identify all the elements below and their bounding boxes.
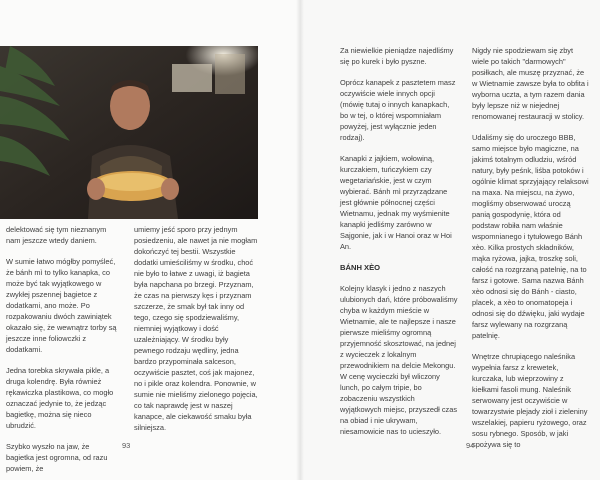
paragraph: umiemy jeść sporo przy jednym posiedzeniu, ale nawet ja nie mogłam dokończyć tej bestii. Wszystkie dodatki umieściliśmy w środku, choć nie było to łatwe z uwagi, iż bagieta była napchana po brzegi. Przyznam, że czas na pierwszy kęs i przyznam szczerze, że smak był tak inny od tego, czego się spodziewaliśmy, niemniej wyjątkowy i dość uzależniający. W środku były pewnego rodzaju wędliny, jedna bardzo przypominała salceson, oczywiście pasztet, coś jak majonez, no i pikle oraz kolendra. Ponownie, w sumie nie mieliśmy zielonego pojęcia, co tak naprawdę jest w naszej kanapce, ale ciekawość smaku była silniejsza. — [134, 225, 258, 432]
paragraph: Za niewielkie pieniądze najedliśmy się po kurek i było pyszne. — [340, 46, 454, 66]
paragraph: Szybko wyszło na jaw, że bagietka jest ogromna, od razu powiem, że — [6, 442, 108, 473]
left-page-column-1 — [6, 224, 118, 480]
paragraph: Udaliśmy się do uroczego BBB, samo miejsce było magiczne, na jakimś totalnym odludziu, wśród natury, były peśnk, liśba potoków i ogólnie klimat sprzyjający relaksowi na maxa. Na miejscu, na żywo, mogliśmy obserwować uroczą panią gospodynię, która od podstaw robiła nam właśnie wspomnianego i tytułowego Bánh xèo. Kilka prostych składników, mąka ryżowa, jajka, troszkę soli, całość na rozgrzaną patelnię, na to farsz i gotowe. Sama nazwa Bánh xèo odnosi się do Bánh - ciasto, placek, a xèo to onomatopeja i odnosi się do dźwięku, jaki wydaje farsz wylewany na rozgrzaną patelnię. — [472, 133, 589, 340]
paragraph: Kanapki z jajkiem, wołowiną, kurczakiem, tuńczykiem czy wegetariańskie, jest w czym wybierać. Bánh mì przyrządzane jest głównie północnej części Wietnamu, jednak my wyśmienite kanapki jedliśmy zarówno w Sajgonie, jak i w Hanoi oraz w Hoi An. — [340, 154, 452, 251]
right-page-column-1 — [340, 45, 458, 447]
section-heading: BÁNH XÈO — [340, 263, 381, 272]
page-number: 94 — [466, 441, 475, 450]
book-gutter-shadow — [296, 0, 304, 480]
paragraph: delektować się tym nieznanym nam jeszcze wtedy daniem. — [6, 225, 107, 245]
left-page-column-2 — [134, 224, 258, 443]
right-page-column-2 — [472, 45, 590, 460]
paragraph: W sumie łatwo mógłby pomyśleć, że bánh mì to tylko kanapka, co może być tak wyjątkowego w zwykłej pszennej bagietce z dodatkami, ano może. Po rozpakowaniu dwóch zawiniątek okazało się, że wewnątrz torby są jeszcze inne foliowczki z dodatkami. — [6, 257, 117, 354]
street-food-photo — [0, 46, 258, 219]
paragraph: Jedna torebka skrywała pikle, a druga kolendrę. Była również rękawiczka plastikowa, co mogło oznaczać jedynie to, że jedząc bagietkę, można się nieco ubrudzić. — [6, 366, 114, 430]
paragraph: Wnętrze chrupiącego naleśnika wypełnia farsz z krewetek, kurczaka, lub wieprzowiny z kiełkami fasoli mung. Naleśnik serwowany jest oczywiście w towarzystwie plejady zioł i zieleniny wszelakiej, papieru ryżowego, oraz sosu rybnego. Sposób, w jaki spożywa się to — [472, 352, 588, 449]
paragraph: Kolejny klasyk i jedno z naszych ulubionych dań, które próbowaliśmy chyba w każdym mieście w Wietnamie, ale te najlepsze i nasze pierwsze mieliśmy ogromną przyjemność skosztować, na jednej z wycieczek z lokalnym przewodnikiem na delcie Mekongu. W cenę wycieczki był wliczony lunch, po całym tripie, bo zobaczeniu wszystkich wyjątkowych miejsc, przyszedł czas na obiad i nie ukrywam, niesamowicie nas to ucieszyło. — [340, 284, 458, 436]
paragraph: Oprócz kanapek z pasztetem masz oczywiście wiele innych opcji (mówię tutaj o innych kanapkach, bo w tej, o której wspomniałam powyżej, jest wyłącznie jeden rodzaj). — [340, 78, 456, 142]
paragraph: Nigdy nie spodziewam się zbyt wiele po takich "darmowych" posiłkach, ale muszę przyznać, że w Wietnamie zawsze była to obfita i wyborna uczta, a tym razem dania były lepsze niż w niejednej renomowanej restauracji w stolicy. — [472, 46, 589, 121]
right-page — [300, 0, 600, 480]
page-number: 93 — [122, 441, 131, 450]
